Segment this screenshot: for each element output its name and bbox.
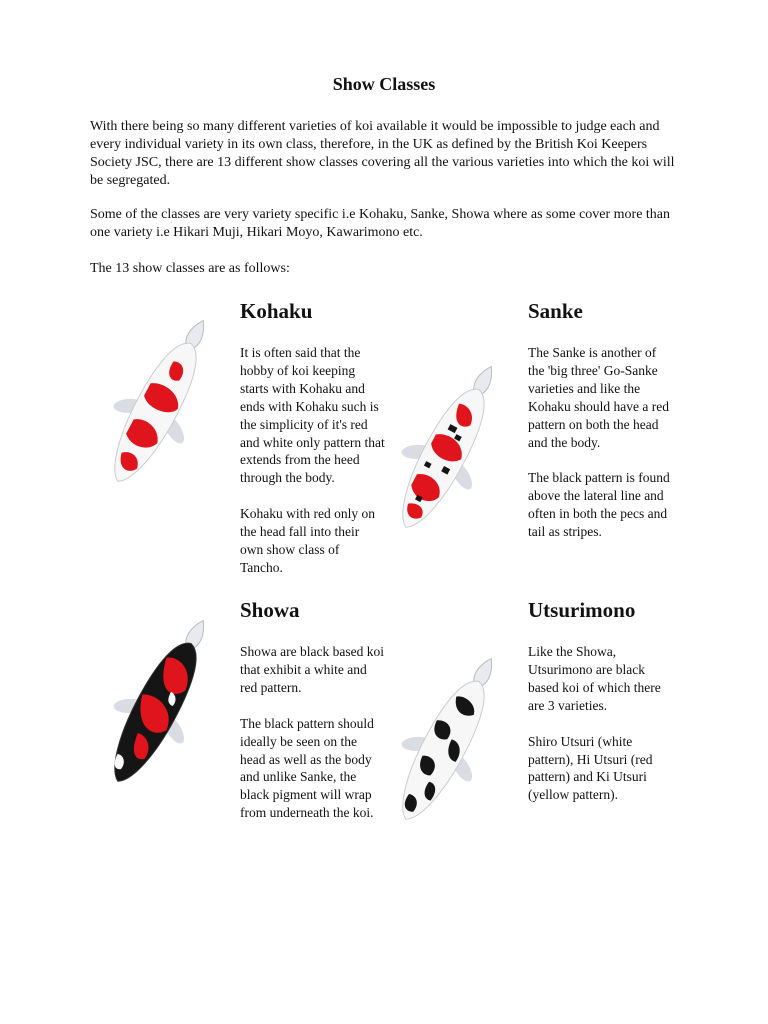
showa-description [240, 643, 385, 840]
kohaku-description [240, 344, 385, 595]
utsurimono-koi-image [384, 638, 514, 838]
showa-heading: Showa [240, 598, 300, 622]
sanke-heading: Sanke [528, 299, 583, 323]
kohaku-paragraph-2: Kohaku with red only on the head fall into their own show class of Tancho. [240, 506, 375, 575]
sanke-description [528, 344, 673, 559]
kohaku-paragraph-1: It is often said that the hobby of koi keeping starts with Kohaku and ends with Kohaku such is the simplicity of it's red and white only pattern that extends from the heed through the body. [240, 345, 385, 486]
intro-paragraph-1: With there being so many different varieties of koi available it would be impossible to judge each and every individual variety in its own class, therefore, in the UK as defined by the British Koi Keepers Society JSC, there are 13 different show classes covering all the various varieties into which the koi will be segregated. [90, 119, 675, 188]
kohaku-heading: Kohaku [240, 299, 313, 323]
kohaku-koi-image [96, 300, 226, 500]
intro-paragraph-2: Some of the classes are very variety specific i.e Kohaku, Sanke, Showa where as some cover more than one variety i.e Hikari Muji, Hikari Moyo, Kawarimono etc. [90, 207, 671, 240]
intro-paragraph-3: The 13 show classes are as follows: [90, 261, 290, 276]
page-title: Show Classes [332, 74, 436, 94]
utsurimono-paragraph-2: Shiro Utsuri (white pattern), Hi Utsuri (red pattern) and Ki Utsuri (yellow pattern). [528, 733, 653, 803]
utsurimono-heading: Utsurimono [528, 598, 636, 622]
showa-paragraph-1: Showa are black based koi that exhibit a white and red pattern. [240, 644, 384, 695]
utsurimono-paragraph-1: Like the Showa, Utsurimono are black based koi of which there are 3 varieties. [528, 644, 661, 713]
showa-koi-image [96, 600, 226, 800]
utsurimono-description [528, 643, 673, 822]
showa-paragraph-2: The black pattern should ideally be seen on the head as well as the body and unlike Sanke, the black pigment will wrap from underneath the koi. [240, 715, 374, 821]
sanke-paragraph-1: The Sanke is another of the 'big three' Go-Sanke varieties and like the Kohaku should have a red pattern on both the head and the body. [528, 345, 669, 450]
sanke-koi-image [384, 346, 514, 546]
sanke-paragraph-2: The black pattern is found above the lateral line and often in both the pecs and tail as stripes. [528, 470, 670, 540]
